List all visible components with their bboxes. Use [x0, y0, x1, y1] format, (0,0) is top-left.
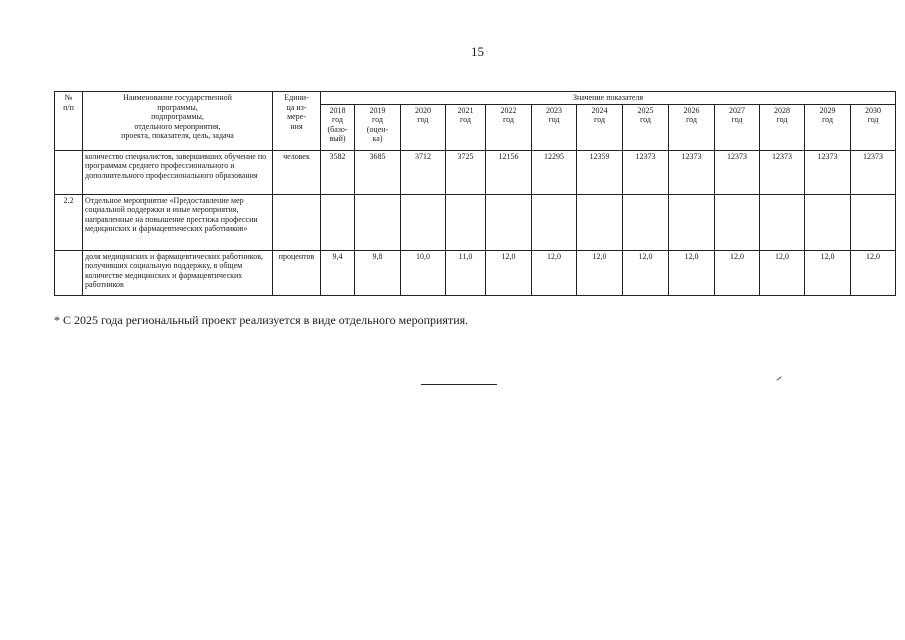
- table-row: [55, 150, 896, 194]
- row-value: 12359: [577, 150, 623, 194]
- page-number: 15: [471, 44, 484, 59]
- row-value: 12,0: [623, 250, 669, 295]
- row-value: 9,8: [355, 250, 401, 295]
- row-value: [355, 194, 401, 250]
- header-year: 2030 год: [851, 104, 896, 150]
- indicators-table: [54, 91, 896, 296]
- row-value: 12373: [851, 150, 896, 194]
- row-value: [321, 194, 355, 250]
- header-year: 2023 год: [532, 104, 577, 150]
- header-year: 2028 год: [760, 104, 805, 150]
- row-value: 12,0: [760, 250, 805, 295]
- footnote: * С 2025 года региональный проект реализуется в виде отдельного мероприятия.: [54, 313, 469, 327]
- row-value: 12,0: [486, 250, 532, 295]
- row-value: [760, 194, 805, 250]
- row-value: 12,0: [805, 250, 851, 295]
- header-unit: Едини- ца из- мере- ния: [273, 92, 321, 151]
- row-value: 3582: [321, 150, 355, 194]
- row-value: [486, 194, 532, 250]
- separator-line: [421, 384, 497, 385]
- scan-mark: [776, 376, 781, 381]
- row-value: 3685: [355, 150, 401, 194]
- row-value: 12373: [715, 150, 760, 194]
- row-value: 10,0: [401, 250, 446, 295]
- header-year: 2022 год: [486, 104, 532, 150]
- row-value: 11,0: [446, 250, 486, 295]
- row-value: 12,0: [577, 250, 623, 295]
- header-year: 2021 год: [446, 104, 486, 150]
- header-name: Наименование государственной программы, подпрограммы, отдельного мероприятия, проекта, показателя, цель, задача: [83, 92, 273, 151]
- row-value: 12,0: [715, 250, 760, 295]
- row-value: [623, 194, 669, 250]
- row-value: 12,0: [532, 250, 577, 295]
- row-value: 12373: [805, 150, 851, 194]
- row-value: [401, 194, 446, 250]
- header-year: 2020 год: [401, 104, 446, 150]
- row-value: 12373: [669, 150, 715, 194]
- header-year: 2026 год: [669, 104, 715, 150]
- row-value: 12,0: [851, 250, 896, 295]
- row-value: [669, 194, 715, 250]
- row-name: доля медицинских и фармацевтических работников, получивших социальную поддержку, в общем количестве медицинских и фармацевтических работников: [83, 250, 273, 295]
- row-value: [446, 194, 486, 250]
- header-year: 2027 год: [715, 104, 760, 150]
- header-year: 2018 год (базо- вый): [321, 104, 355, 150]
- row-num: [55, 250, 83, 295]
- row-unit: [273, 194, 321, 250]
- table-row: [55, 250, 896, 295]
- row-value: 9,4: [321, 250, 355, 295]
- row-num: [55, 150, 83, 194]
- row-unit: человек: [273, 150, 321, 194]
- header-year: 2024 год: [577, 104, 623, 150]
- row-value: [805, 194, 851, 250]
- row-value: 12156: [486, 150, 532, 194]
- row-value: 3725: [446, 150, 486, 194]
- row-name: Отдельное мероприятие «Предоставление мер социальной поддержки и иные мероприятия, направленные на повышение престижа профессии медицинских и фармацевтических работников»: [83, 194, 273, 250]
- header-year: 2025 год: [623, 104, 669, 150]
- row-value: 12373: [623, 150, 669, 194]
- header-row: [55, 92, 896, 105]
- row-value: [577, 194, 623, 250]
- table-row: [55, 194, 896, 250]
- row-unit: процентов: [273, 250, 321, 295]
- row-value: [532, 194, 577, 250]
- row-value: 3712: [401, 150, 446, 194]
- row-num: 2.2: [55, 194, 83, 250]
- row-value: 12295: [532, 150, 577, 194]
- header-value-group: Значение показателя: [321, 92, 896, 105]
- header-year: 2029 год: [805, 104, 851, 150]
- row-value: [851, 194, 896, 250]
- row-name: количество специалистов, завершивших обучение по программам среднего профессионального и дополнительного профессионального образования: [83, 150, 273, 194]
- header-year: 2019 год (оцен- ка): [355, 104, 401, 150]
- row-value: 12373: [760, 150, 805, 194]
- row-value: [715, 194, 760, 250]
- row-value: 12,0: [669, 250, 715, 295]
- header-num: № п/п: [55, 92, 83, 151]
